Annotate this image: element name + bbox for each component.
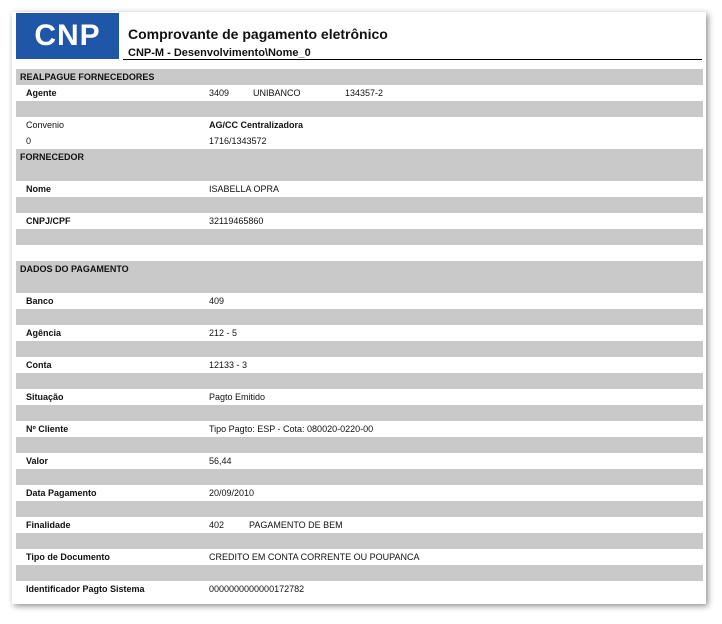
valor-label: Valor — [26, 456, 49, 466]
finalidade-label: Finalidade — [26, 520, 71, 530]
row-valor — [16, 453, 703, 469]
tipo-doc-label: Tipo de Documento — [26, 552, 110, 562]
banco-value: 409 — [209, 296, 225, 306]
section-title: REALPAGUE FORNECEDORES — [20, 72, 155, 82]
spacer-row — [16, 341, 703, 357]
receipt-table — [16, 69, 703, 597]
section-dados — [16, 261, 703, 277]
row-convenio-value — [16, 133, 703, 149]
agencia-label: Agência — [26, 328, 62, 338]
spacer-row — [16, 277, 703, 293]
row-cliente — [16, 421, 703, 437]
row-agencia — [16, 325, 703, 341]
receipt-header — [12, 12, 706, 64]
page-subtitle: CNP-M - Desenvolvimento\Nome_0 — [128, 47, 311, 59]
row-cnpj — [16, 213, 703, 229]
page-title: Comprovante de pagamento eletrônico — [128, 26, 388, 42]
agente-codigo: 3409 — [209, 88, 230, 98]
identificador-value: 0000000000000172782 — [209, 584, 305, 594]
cliente-label: Nº Cliente — [26, 424, 69, 434]
row-nome — [16, 181, 703, 197]
agente-banco: UNIBANCO — [253, 88, 301, 98]
convenio-valor: 0 — [26, 136, 32, 146]
row-conta — [16, 357, 703, 373]
section-title: FORNECEDOR — [20, 152, 85, 162]
banco-label: Banco — [26, 296, 54, 306]
spacer-row — [16, 165, 703, 181]
spacer-row — [16, 501, 703, 517]
agente-label: Agente — [26, 88, 57, 98]
spacer-row — [16, 309, 703, 325]
convenio-label: Convenio — [26, 120, 65, 130]
receipt-page — [12, 12, 706, 604]
finalidade-desc: PAGAMENTO DE BEM — [249, 520, 343, 530]
section-title: DADOS DO PAGAMENTO — [20, 264, 129, 274]
spacer-row — [16, 229, 703, 245]
valor-value: 56,44 — [209, 456, 232, 466]
spacer-row — [16, 245, 703, 261]
spacer-row — [16, 101, 703, 117]
agente-conta: 134357-2 — [345, 88, 384, 98]
spacer-row — [16, 565, 703, 581]
agencia-value: 212 - 5 — [209, 328, 238, 338]
convenio-agcc: 1716/1343572 — [209, 136, 267, 146]
section-realpague — [16, 69, 703, 85]
tipo-doc-value: CREDITO EM CONTA CORRENTE OU POUPANCA — [209, 552, 420, 562]
identificador-label: Identificador Pagto Sistema — [26, 584, 145, 594]
convenio-tipo: AG/CC Centralizadora — [209, 120, 304, 130]
row-data — [16, 485, 703, 501]
header-divider — [123, 59, 702, 60]
situacao-label: Situação — [26, 392, 64, 402]
conta-value: 12133 - 3 — [209, 360, 248, 370]
spacer-row — [16, 373, 703, 389]
cnp-logo: CNP — [16, 13, 119, 59]
row-convenio-label — [16, 117, 703, 133]
conta-label: Conta — [26, 360, 52, 370]
row-situacao — [16, 389, 703, 405]
data-label: Data Pagamento — [26, 488, 97, 498]
nome-value: ISABELLA OPRA — [209, 184, 280, 194]
spacer-row — [16, 469, 703, 485]
section-fornecedor — [16, 149, 703, 165]
spacer-row — [16, 533, 703, 549]
spacer-row — [16, 405, 703, 421]
row-tipo-doc — [16, 549, 703, 565]
row-identificador — [16, 581, 703, 597]
row-agente — [16, 85, 703, 101]
finalidade-codigo: 402 — [209, 520, 225, 530]
nome-label: Nome — [26, 184, 52, 194]
spacer-row — [16, 197, 703, 213]
cnpj-value: 32119465860 — [209, 216, 264, 226]
spacer-row — [16, 437, 703, 453]
row-finalidade — [16, 517, 703, 533]
data-value: 20/09/2010 — [209, 488, 255, 498]
situacao-value: Pagto Emitido — [209, 392, 266, 402]
cnpj-label: CNPJ/CPF — [26, 216, 71, 226]
cliente-value: Tipo Pagto: ESP - Cota: 080020-0220-00 — [209, 424, 374, 434]
row-banco — [16, 293, 703, 309]
